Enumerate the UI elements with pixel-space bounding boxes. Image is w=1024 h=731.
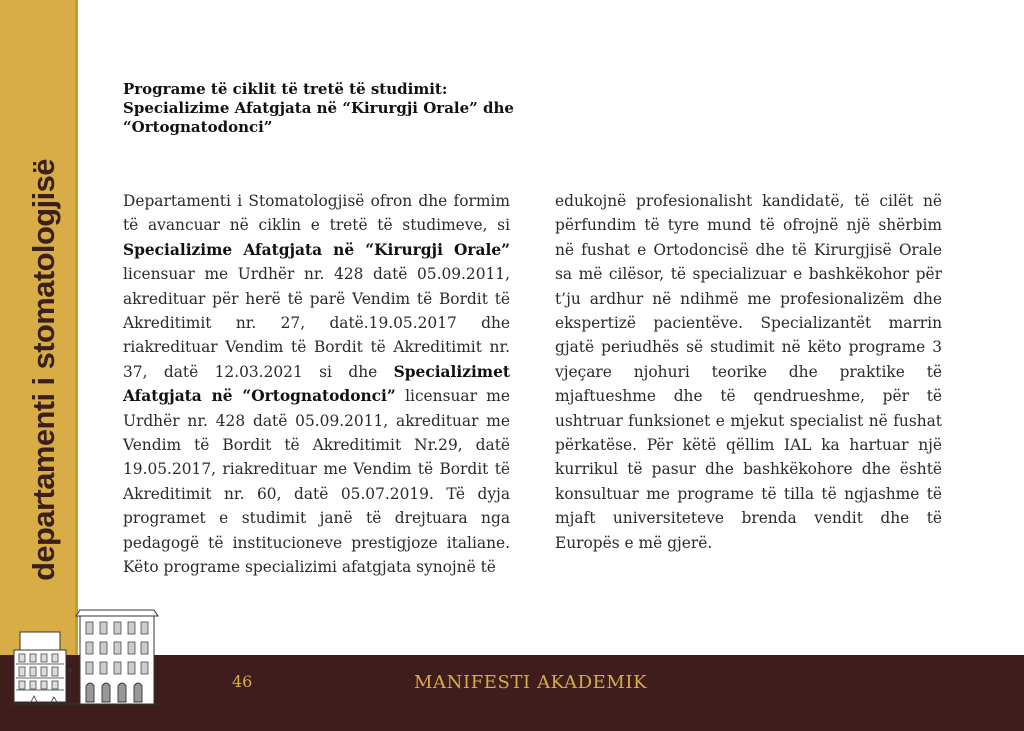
body-text-1: Departamenti i Stomatologjisë ofron dhe formim të avancuar në ciklin e tretë të studimeve, si bbox=[123, 192, 510, 235]
sidebar-edge bbox=[75, 0, 78, 655]
body-text-2: licensuar me Urdhër nr. 428 datë 05.09.2011, akredituar për herë të parë Vendim të Bordit të Akreditimit nr. 27, datë.19.05.2017 dhe riakredituar Vendim të Bordit të Akreditimit nr. 37, datë 12.03.2021 si dhe bbox=[123, 265, 510, 381]
page-number: 46 bbox=[232, 672, 253, 691]
body-paragraph-right: edukojnë profesionalisht kandidatë, të cilët në përfundim të tyre mund të ofrojnë një shërbim në fushat e Ortodoncisë dhe të Kirurgjisë Orale sa më cilësor, të specializuar e bashkëkohor për t’ju ardhur në ndihmë me profesionalizëm dhe ekspertizë pacientëve. Specializantët marrin gjatë periudhës së studimit në këto programe 3 vjeçare njohuri teorike dhe praktike të mjaftueshme dhe të qendrueshme, për të ushtruar funksionet e mjekut specialist në fushat përkatëse. Për këtë qëllim IAL ka hartuar një kurrikul të pasur dhe bashkëkohore dhe është konsultuar me programe të tilla të ngjashme të mjaft universiteteve brenda vendit dhe të Europës e më gjerë. bbox=[555, 192, 942, 552]
section-heading: Programe të ciklit të tretë të studimit: Specializime Afatgjata në “Kirurgji Orale” dhe “Ortognatodonci” bbox=[123, 80, 514, 136]
program-name-oral-surgery: Specializime Afatgjata në “Kirurgji Orale” bbox=[123, 240, 510, 259]
university-building-icon bbox=[10, 602, 165, 712]
program-name-orthognathodontics: Specializimet Afatgjata në “Ortognatodonci” bbox=[123, 362, 510, 406]
body-text-3: licensuar me Urdhër nr. 428 datë 05.09.2011, akredituar me Vendim të Bordit të Akreditimit Nr.29, datë 19.05.2017, riakredituar me Vendim të Bordit të Akreditimit nr. 60, datë 05.07.2019. Të dyja programet e studimit janë të drejtuara nga pedagogë të institucioneve prestigjoze italiane. Këto programe specializimi afatgjata synojnë të bbox=[123, 387, 510, 577]
body-paragraph-left bbox=[123, 189, 510, 580]
footer-title: MANIFESTI AKADEMIK bbox=[414, 672, 648, 693]
body-column-left bbox=[123, 189, 510, 580]
department-vertical-title: departamenti i stomatologjisë bbox=[26, 159, 61, 581]
body-column-right bbox=[555, 189, 942, 555]
